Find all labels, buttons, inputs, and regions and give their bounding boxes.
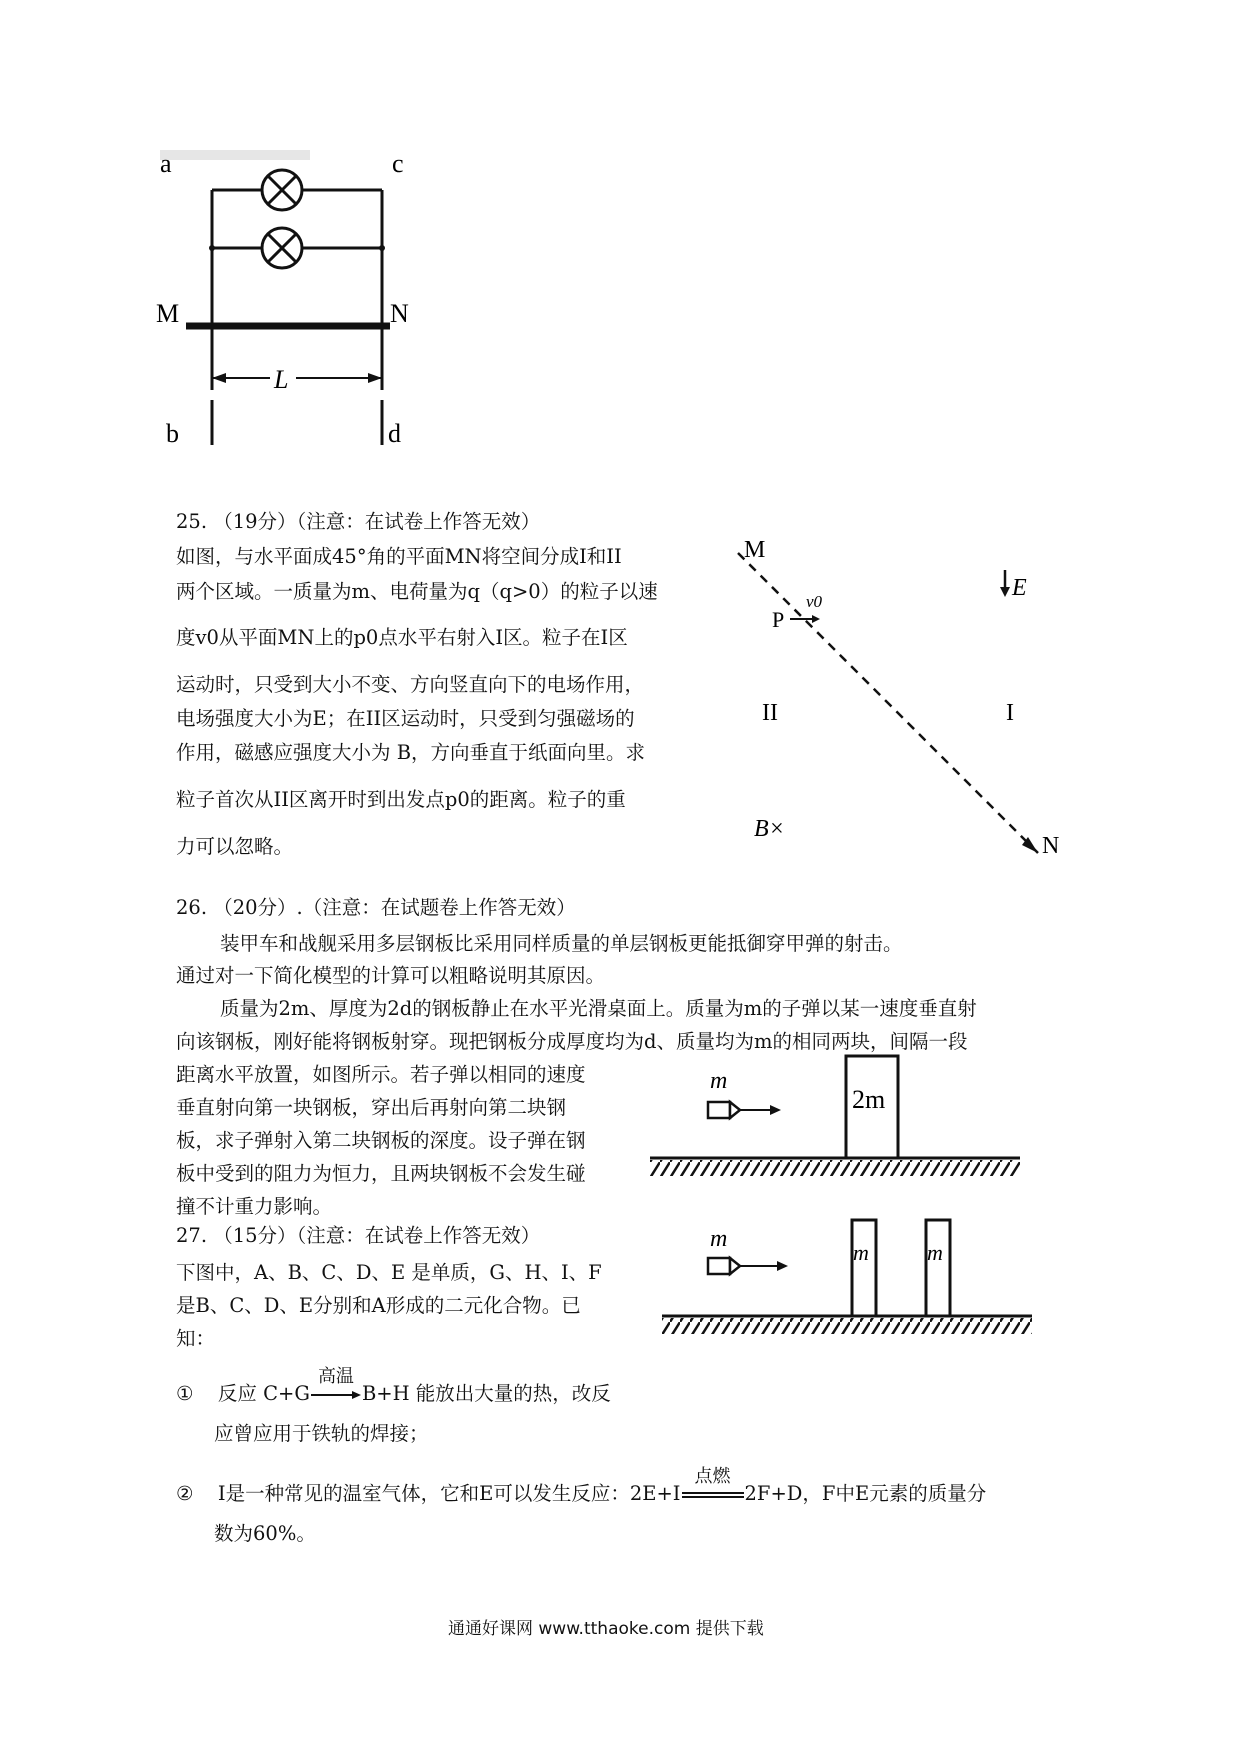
steel-plate-m [852, 1220, 876, 1316]
steel-plate-figure [640, 1050, 1040, 1350]
label-b: b [166, 419, 179, 448]
q27-item-2-line2: 数为60%。 [214, 1522, 316, 1545]
q27-line: 是B、C、D、E分别和A形成的二元化合物。已 [176, 1294, 581, 1317]
q25-header: 25. （19分）（注意：在试卷上作答无效） [176, 510, 541, 533]
q26-line: 撞不计重力影响。 [176, 1195, 333, 1218]
page-footer: 通通好课网 www.tthaoke.com 提供下载 [448, 1619, 764, 1639]
q26-header: 26. （20分）.（注意：在试题卷上作答无效） [176, 896, 576, 919]
bullet-icon [708, 1258, 788, 1274]
lamp-icon [262, 228, 302, 268]
label-d: d [388, 419, 401, 448]
q25-line: 粒子首次从II区离开时到出发点p0的距离。粒子的重 [176, 788, 626, 811]
label-m: m [710, 1226, 728, 1252]
label-m: m [853, 1240, 869, 1265]
q26-line: 装甲车和战舰采用多层钢板比采用同样质量的单层钢板更能抵御穿甲弹的射击。 [220, 932, 903, 955]
circuit-figure [150, 150, 470, 510]
q25-line: 作用，磁感应强度大小为 B，方向垂直于纸面向里。求 [176, 741, 646, 764]
label-E: E [1012, 575, 1027, 601]
label-M: M [744, 537, 766, 563]
reaction-condition: 高温 [317, 1366, 354, 1387]
reaction-equals [681, 1466, 745, 1505]
q27-item-1-line2: 应曾应用于铁轨的焊接； [214, 1422, 429, 1445]
label-2m: 2m [852, 1085, 886, 1114]
label-a: a [160, 150, 172, 178]
reaction-text: 反应 C+G [217, 1382, 310, 1405]
q25-line: 度v0从平面MN上的p0点水平右射入I区。粒子在I区 [176, 626, 628, 649]
q26-line: 板中受到的阻力为恒力，且两块钢板不会发生碰 [176, 1162, 586, 1185]
q26-line: 通过对一下简化模型的计算可以粗略说明其原因。 [176, 964, 606, 987]
label-N: N [390, 299, 409, 328]
q27-line: 下图中，A、B、C、D、E 是单质，G、H、I、F [176, 1261, 602, 1284]
q25-line: 运动时，只受到大小不变、方向竖直向下的电场作用， [176, 673, 645, 696]
label-M: M [156, 299, 180, 328]
label-v0: v0 [806, 592, 823, 611]
q27-item-1 [176, 1366, 611, 1406]
steel-plate-m [926, 1220, 950, 1316]
bullet-icon [708, 1102, 781, 1118]
table-surface [662, 1318, 1032, 1334]
q26-line: 质量为2m、厚度为2d的钢板静止在水平光滑桌面上。质量为m的子弹以某一速度垂直射 [220, 997, 977, 1020]
label-L: L [274, 365, 289, 394]
q26-line: 板，求子弹射入第二块钢板的深度。设子弹在钢 [176, 1129, 586, 1152]
q26-line: 垂直射向第一块钢板，穿出后再射向第二块钢 [176, 1096, 567, 1119]
item-number: ② [176, 1482, 194, 1505]
label-B: B× [754, 816, 785, 842]
reaction-condition: 点燃 [694, 1466, 731, 1487]
q27-item-2 [176, 1466, 987, 1506]
reaction-text: 2F+D，F中E元素的质量分 [744, 1482, 987, 1505]
q27-line: 知： [176, 1327, 216, 1350]
q26-line: 距离水平放置，如图所示。若子弹以相同的速度 [176, 1063, 586, 1086]
lamp-icon [262, 170, 302, 210]
label-region-II: II [762, 700, 778, 726]
label-N: N [1042, 833, 1060, 859]
label-c: c [392, 150, 404, 178]
label-P0: P [772, 607, 785, 632]
item-number: ① [176, 1382, 194, 1405]
q25-line: 力可以忽略。 [176, 835, 294, 858]
q25-line: 两个区域。一质量为m、电荷量为q（q>0）的粒子以速 [176, 580, 658, 603]
reaction-text: I是一种常见的温室气体，它和E可以发生反应：2E+I [217, 1482, 681, 1505]
reaction-text: B+H 能放出大量的热，改反 [361, 1382, 611, 1405]
reaction-arrow [310, 1366, 362, 1405]
q27-header: 27. （15分）（注意：在试卷上作答无效） [176, 1224, 541, 1247]
table-surface [650, 1160, 1020, 1176]
q26-line: 向该钢板，刚好能将钢板射穿。现把钢板分成厚度均为d、质量均为m的相同两块，间隔一段 [176, 1030, 968, 1053]
field-region-figure [720, 535, 1070, 870]
label-m: m [710, 1068, 728, 1094]
label-region-I: I [1006, 700, 1014, 726]
label-m: m [927, 1240, 943, 1265]
q25-line: 如图，与水平面成45°角的平面MN将空间分成I和II [176, 545, 622, 568]
q25-line: 电场强度大小为E；在II区运动时，只受到匀强磁场的 [176, 707, 635, 730]
